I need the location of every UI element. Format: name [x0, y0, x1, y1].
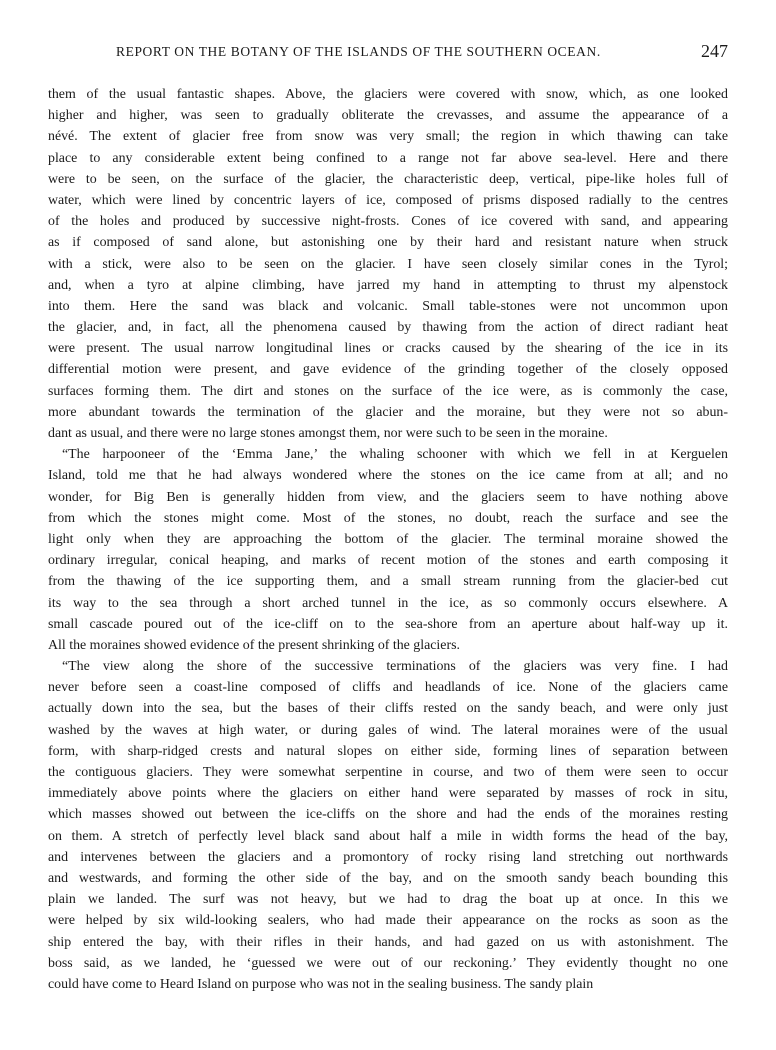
paragraph — [48, 444, 728, 656]
text-line: of the holes and produced by successive night-frosts. Cones of ice covered with sand, and appearing — [48, 214, 728, 230]
text-line: washed by the waves at high water, or during gales of wind. The lateral moraines were of the usual — [48, 722, 728, 738]
text-line: higher and higher, was seen to gradually obliterate the crevasses, and assume the appearance of a — [48, 108, 728, 124]
text-line: the contiguous glaciers. They were somewhat serpentine in course, and two of them were seen to occur — [48, 765, 728, 780]
paragraph — [48, 656, 728, 995]
text-line: its way to the sea through a short arched tunnel in the ice, as so commonly occurs elsewhere. A — [48, 595, 728, 611]
text-line: water, which were lined by concentric layers of ice, composed of prisms disposed radially to the centres — [48, 192, 728, 208]
text-line: and intervenes between the glaciers and a promontory of rocky rising land stretching out northwards — [48, 849, 728, 865]
text-line: and westwards, and forming the other side of the bay, and on the smooth sandy beach bounding this — [48, 870, 728, 886]
text-line: light only when they are approaching the bottom of the glacier. The terminal moraine showed the — [48, 531, 728, 547]
text-line: never before seen a coast-line composed of cliffs and headlands of ice. None of the glaciers came — [48, 680, 728, 696]
text-line: Island, told me that he had always wondered where the stones on the ice came from at all; and no — [48, 468, 728, 484]
text-line: from which the stones might come. Most of the stones, no doubt, reach the surface and see the — [48, 510, 728, 526]
text-line: surfaces forming them. The dirt and stones on the surface of the ice were, as is commonly the case, — [48, 383, 728, 399]
text-line: immediately above points where the glaciers on either hand were separated by masses of rock in situ, — [48, 786, 728, 802]
text-line: ship entered the bay, with their rifles in their hands, and had gazed on us with astonishment. The — [48, 934, 728, 950]
text-line: névé. The extent of glacier free from snow was very small; the region in which thawing can take — [48, 129, 728, 145]
page-number: 247 — [701, 41, 728, 61]
text-line: on them. A stretch of perfectly level black sand about half a mile in width forms the head of the bay, — [48, 828, 728, 844]
text-line: more abundant towards the termination of the glacier and the moraine, but they were not so abun- — [48, 404, 728, 420]
paragraph — [48, 84, 728, 444]
text-line: ordinary irregular, conical heaping, and marks of recent motion of the stones and earth composing it — [48, 553, 728, 569]
text-line: and, when a tyro at alpine climbing, have jarred my hand in attempting to thrust my alpenstock — [48, 277, 728, 293]
text-line: into them. Here the sand was black and volcanic. Small table-stones were not uncommon upon — [48, 298, 728, 314]
text-line: from the thawing of the ice supporting them, and a small stream running from the glacier-bed cut — [48, 574, 728, 590]
text-line: “The view along the shore of the successive terminations of the glaciers was very fine. I had — [62, 659, 728, 675]
text-line: with a stick, were also to be seen on the glacier. I have seen closely similar cones in the Tyrol; — [48, 256, 728, 272]
text-line: wonder, for Big Ben is generally hidden from view, and the glaciers seem to have nothing above — [48, 489, 728, 505]
text-line: “The harpooneer of the ‘Emma Jane,’ the whaling schooner with which we fell in at Kerguelen — [62, 447, 728, 463]
text-line: them of the usual fantastic shapes. Above, the glaciers were covered with snow, which, as one looked — [48, 87, 728, 102]
text-line: the glacier, and, in fact, all the phenomena caused by thawing from the action of direct radiant heat — [48, 320, 728, 336]
text-line: differential motion were present, and gave evidence of the grinding together of the closely opposed — [48, 362, 728, 378]
text-line: could have come to Heard Island on purpose who was not in the sealing business. The sandy plain — [48, 976, 594, 992]
text-line: All the moraines showed evidence of the present shrinking of the glaciers. — [48, 637, 460, 653]
text-line: were helped by six wild-looking sealers, who had made their appearance on the rocks as soon as the — [48, 913, 728, 929]
running-head: REPORT ON THE BOTANY OF THE ISLANDS OF THE SOUTHERN OCEAN. — [116, 44, 601, 59]
text-line: were present. The usual narrow longitudinal lines or cracks caused by the shearing of the ice in its — [48, 341, 728, 357]
text-line: were to be seen, on the surface of the glacier, the characteristic deep, vertical, pipe-like holes full of — [48, 171, 728, 187]
text-line: actually down into the sea, but the bases of their cliffs rested on the sandy beach, and were only just — [48, 701, 728, 717]
text-line: as if composed of sand alone, but astonishing one by their hard and resistant nature when struck — [48, 235, 728, 251]
text-line: place to any considerable extent being confined to a range not far above sea-level. Here and there — [48, 150, 728, 166]
page-header — [48, 41, 728, 68]
text-line: which masses showed out between the ice-cliffs on the shore and had the ends of the moraines resting — [48, 807, 728, 823]
text-line: small cascade poured out of the ice-cliff on to the sea-shore from an aperture about half-way up it. — [48, 616, 728, 632]
text-line: dant as usual, and there were no large stones amongst them, nor were such to be seen in the moraine. — [48, 426, 608, 441]
body-text — [48, 84, 728, 995]
text-line: plain we landed. The surf was not heavy, but we had to drag the boat up at once. In this we — [48, 892, 728, 908]
text-line: boss said, as we landed, he ‘guessed we were out of our reckoning.’ They evidently thought no one — [48, 955, 728, 971]
text-line: form, with sharp-ridged crests and natural slopes on either side, forming lines of separation between — [48, 743, 728, 759]
